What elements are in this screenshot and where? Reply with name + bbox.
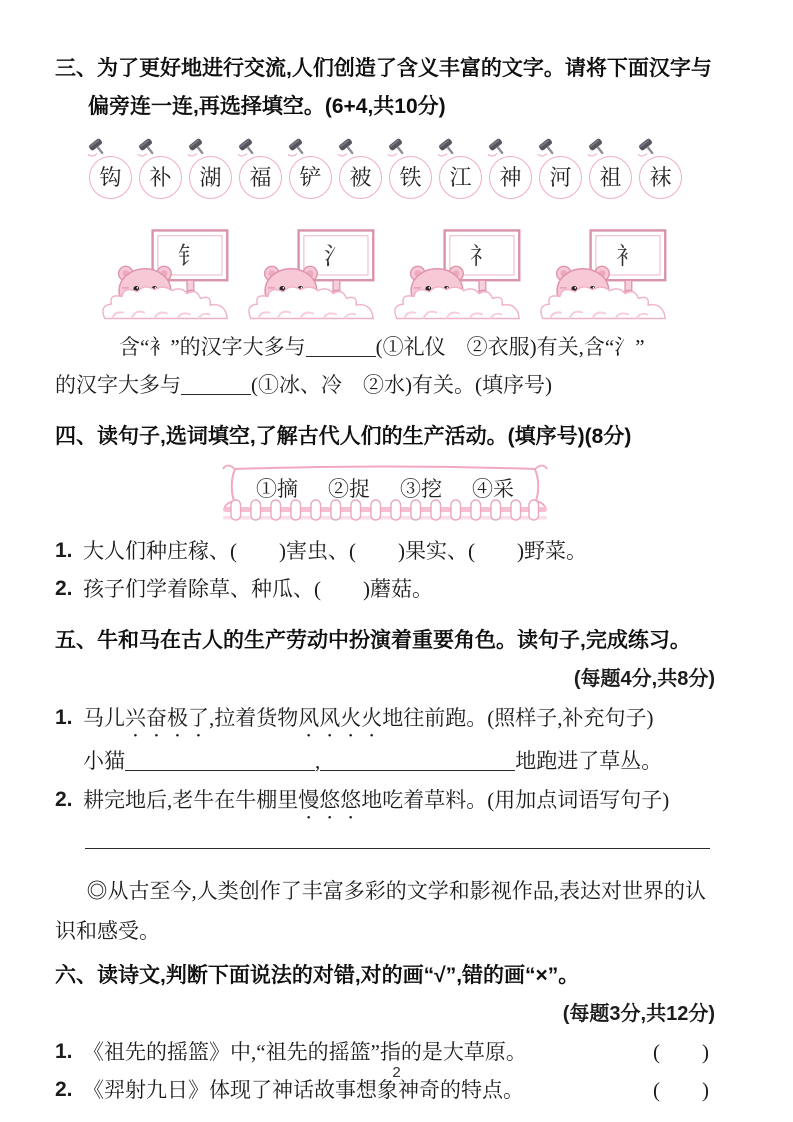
blank-line bbox=[181, 374, 251, 395]
balloon-char-label: 铲 bbox=[299, 164, 322, 190]
mascot-radical-sign bbox=[99, 228, 233, 320]
section6-score: (每题3分,共12分) bbox=[562, 1003, 715, 1025]
balloon-char-label: 袜 bbox=[649, 164, 672, 190]
balloon-char bbox=[437, 140, 483, 204]
balloon-char-label: 湖 bbox=[199, 164, 222, 190]
radical-label: 氵 bbox=[323, 243, 348, 270]
section3-fill-line1 bbox=[55, 328, 715, 366]
section4-item-2 bbox=[55, 570, 715, 608]
item-number: 1. bbox=[55, 1040, 73, 1063]
character-balloons-row bbox=[55, 140, 715, 206]
section3-fill-line2 bbox=[55, 366, 715, 404]
balloon-char bbox=[237, 140, 283, 204]
fill-text: 的汉字大多与 bbox=[55, 373, 181, 397]
balloon-char-label: 河 bbox=[549, 164, 572, 190]
section5-score: (每题4分,共8分) bbox=[573, 668, 715, 690]
balloon-char-label: 钩 bbox=[99, 164, 122, 190]
answer-bracket: ( ) bbox=[653, 1078, 709, 1102]
section5-item-2 bbox=[55, 780, 715, 824]
item-number: 1. bbox=[55, 706, 73, 729]
item-text: 《祖先的摇篮》中,“祖先的摇篮”指的是大草原。 bbox=[83, 1040, 527, 1064]
mascot-radical-sign bbox=[245, 228, 379, 320]
section6-heading: 六、读诗文,判断下面说法的对错,对的画“√”,错的画“×”。 bbox=[55, 964, 580, 987]
item-number: 2. bbox=[55, 577, 73, 600]
balloon-char-label: 江 bbox=[449, 164, 472, 190]
unit-note: ◎从古至今,人类创作了丰富多彩的文学和影视作品,表达对世界的认识和感受。 bbox=[55, 879, 706, 943]
balloon-char bbox=[287, 140, 333, 204]
balloon-char-label: 补 bbox=[149, 164, 172, 190]
mascot-radical-sign bbox=[391, 228, 525, 320]
balloon-char bbox=[387, 140, 433, 204]
mascots-with-radical-signs bbox=[55, 228, 715, 320]
mascot-radical-sign bbox=[537, 228, 671, 320]
page-number: 2 bbox=[392, 1064, 401, 1081]
emphasized-text: 风风火火 bbox=[298, 706, 383, 730]
blank-line bbox=[306, 336, 376, 357]
balloon-char bbox=[487, 140, 533, 204]
worksheet-content bbox=[55, 50, 715, 1109]
fill-text: 含“衤”的汉字大多与 bbox=[119, 335, 306, 359]
section3-heading-line2: 偏旁连一连,再选择填空。(6+4,共10分) bbox=[88, 95, 446, 118]
balloon-char-label: 神 bbox=[499, 164, 522, 190]
item-text: 耕完地后,老牛在牛棚里慢悠悠地吃着草料。(用加点词语写句子) bbox=[83, 788, 670, 812]
section5-item-1-answer-line bbox=[55, 742, 715, 780]
radical-label: 礻 bbox=[469, 243, 494, 270]
blank-line bbox=[320, 750, 515, 771]
balloon-char bbox=[87, 140, 133, 204]
section3-heading-line1: 三、为了更好地进行交流,人们创造了含义丰富的文字。请将下面汉字与 bbox=[55, 57, 712, 80]
section4-item-1 bbox=[55, 532, 715, 570]
word-option: ①摘 bbox=[256, 477, 298, 501]
balloon-char bbox=[187, 140, 233, 204]
radical-label: 衤 bbox=[615, 243, 640, 270]
word-bank-options bbox=[219, 460, 551, 508]
item-text: 《羿射九日》体现了神话故事想象神奇的特点。 bbox=[83, 1078, 524, 1102]
balloon-char-label: 福 bbox=[249, 164, 272, 190]
section5-item-1 bbox=[55, 698, 715, 742]
balloon-char bbox=[537, 140, 583, 204]
blank-line bbox=[125, 750, 315, 771]
word-bank-box bbox=[219, 460, 551, 526]
fill-text: (①礼仪 ②衣服)有关,含“氵” bbox=[375, 335, 645, 359]
radical-label: 钅 bbox=[177, 243, 202, 270]
item-number: 1. bbox=[55, 539, 73, 562]
item-number: 2. bbox=[55, 788, 73, 811]
section4-heading: 四、读句子,选词填空,了解古代人们的生产活动。(填序号)(8分) bbox=[55, 425, 632, 448]
fill-text: , bbox=[315, 749, 321, 773]
emphasized-text: 慢悠悠 bbox=[298, 788, 362, 812]
word-option: ②捉 bbox=[328, 477, 370, 501]
fill-text: (①冰、冷 ②水)有关。(填序号) bbox=[251, 373, 552, 397]
balloon-char bbox=[337, 140, 383, 204]
word-option: ③挖 bbox=[400, 477, 442, 501]
answer-bracket: ( ) bbox=[653, 1040, 709, 1064]
item-number: 2. bbox=[55, 1078, 73, 1101]
emphasized-text: 兴奋极了 bbox=[125, 706, 209, 730]
item-text: 马儿兴奋极了,拉着货物风风火火地往前跑。(照样子,补充句子) bbox=[83, 706, 654, 730]
word-option: ④采 bbox=[472, 477, 514, 501]
fill-text: 地跑进了草丛。 bbox=[515, 749, 663, 773]
item-text: 孩子们学着除草、种瓜、( )蘑菇。 bbox=[83, 577, 433, 601]
fill-text: 小猫 bbox=[83, 749, 125, 773]
balloon-char bbox=[587, 140, 633, 204]
balloon-char bbox=[637, 140, 683, 204]
item-text: 大人们种庄稼、( )害虫、( )果实、( )野菜。 bbox=[83, 539, 587, 563]
balloon-char bbox=[137, 140, 183, 204]
balloon-char-label: 祖 bbox=[599, 164, 622, 190]
section5-heading: 五、牛和马在古人的生产劳动中扮演着重要角色。读句子,完成练习。 bbox=[55, 629, 691, 652]
answer-line bbox=[85, 844, 710, 849]
balloon-char-label: 被 bbox=[349, 164, 372, 190]
balloon-char-label: 铁 bbox=[399, 164, 422, 190]
